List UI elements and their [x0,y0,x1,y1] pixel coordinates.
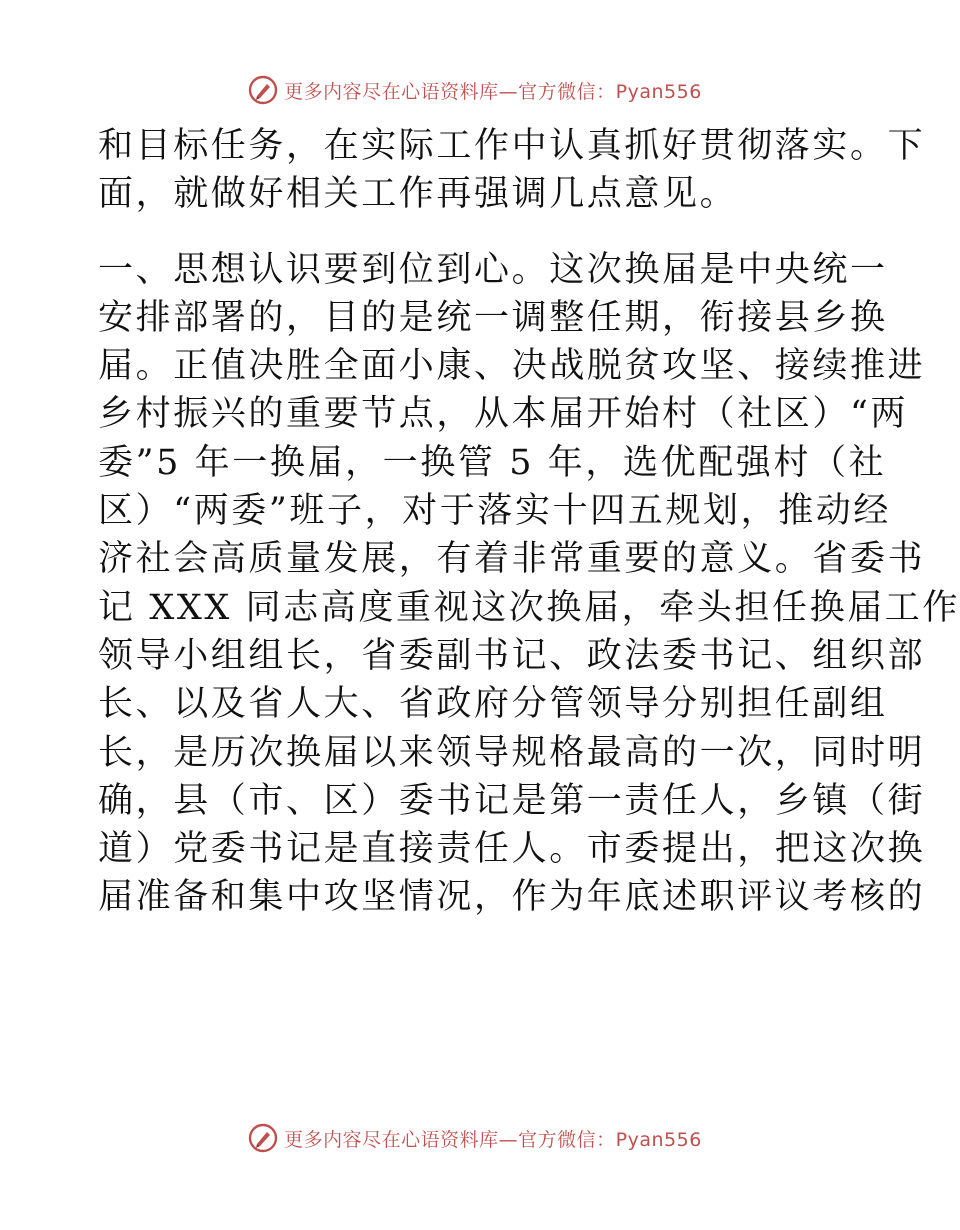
body-line: 长、以及省人大、省政府分管领导分别担任副组 [98,684,888,725]
body-line: 乡村振兴的重要节点，从本届开始村（社区）“两 [98,394,909,435]
body-line: 届准备和集中攻坚情况，作为年底述职评议考核的 [98,877,926,918]
body-line: 届。正值决胜全面小康、决战脱贫攻坚、接续推进 [98,346,926,387]
body-line: 面，就做好相关工作再强调几点意见。 [98,174,738,215]
body-line: 济社会高质量发展，有着非常重要的意义。省委书 [98,539,926,580]
body-line: 和目标任务，在实际工作中认真抓好贯彻落实。下 [98,126,926,166]
body-line: 长，是历次换届以来领导规格最高的一次，同时明 [98,732,926,773]
pen-logo-icon [248,75,278,105]
section-heading-line: 一、思想认识要到位到心。这次换届是中央统一 [98,249,888,290]
body-line: 道）党委书记是直接责任人。市委提出，把这次换 [98,829,926,870]
document-body [98,122,960,922]
body-line: 记 XXX 同志高度重视这次换届，牵头担任换届工作 [98,587,960,628]
body-line: 安排部署的，目的是统一调整任期，衔接县乡换 [98,297,888,338]
header-watermark [0,72,950,108]
pen-logo-icon [248,1123,278,1153]
watermark-text: 更多内容尽在心语资料库—官方微信：Pyan556 [284,80,702,103]
body-line: 区）“两委”班子，对于落实十四五规划，推动经 [98,491,891,532]
footer-watermark [0,1120,950,1156]
body-line: 委”5 年一换届，一换管 5 年，选优配强村（社 [98,442,887,483]
paragraph-gap [98,219,858,246]
body-line: 确，县（市、区）委书记是第一责任人，乡镇（街 [98,780,926,821]
watermark-text: 更多内容尽在心语资料库—官方微信：Pyan556 [284,1128,702,1151]
body-line: 领导小组组长，省委副书记、政法委书记、组织部 [98,635,926,676]
